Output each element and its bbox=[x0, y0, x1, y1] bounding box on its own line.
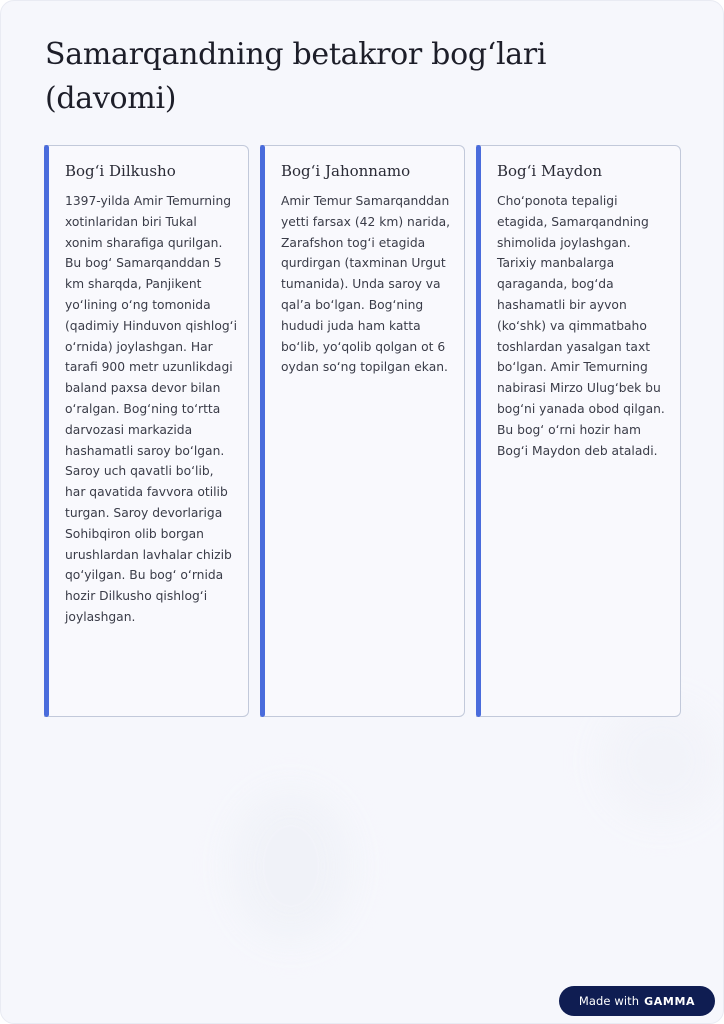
badge-label: Made with bbox=[578, 994, 640, 1008]
card-body: Amir Temur Samarqanddan yetti farsax (42 km) narida, Zarafshon tog‘i etagida qurdirgan (taxminan Urgut tumanida). Unda saroy va qal’a bo‘lgan. Bog‘ning hududi juda ham katta bo‘lib, yo‘qolib qolgan ot 6 oydan so‘ng topilgan ekan. bbox=[281, 194, 451, 375]
page-title: Samarqandning betakror bog‘lari (davomi) bbox=[45, 37, 547, 116]
card-body: Cho‘ponota tepaligi etagida, Samarqandning shimolida joylashgan. Tarixiy manbalarga qaraganda, bog‘da hashamatli bir ayvon (ko‘shk) va qimmatbaho toshlardan yasalgan taxt bo‘lgan. Amir Temurning nabirasi Mirzo Ulug‘bek bu bog‘ni yanada obod qilgan. Bu bog‘ o‘rni hozir ham Bog‘i Maydon deb ataladi. bbox=[497, 194, 665, 458]
card-title: Bog‘i Maydon bbox=[497, 162, 603, 180]
gamma-logo: GAMMA bbox=[644, 994, 696, 1008]
card-accent-bar bbox=[476, 145, 481, 717]
card-bogi-dilkusho bbox=[44, 145, 249, 717]
card-title: Bog‘i Jahonnamo bbox=[281, 162, 411, 180]
card-title: Bog‘i Dilkusho bbox=[65, 162, 176, 180]
card-bogi-maydon bbox=[476, 145, 681, 717]
card-body: 1397-yilda Amir Temurning xotinlaridan biri Tukal xonim sharafiga qurilgan. Bu bog‘ Samarqanddan 5 km sharqda, Panjikent yo‘lining o‘ng tomonida (qadimiy Hinduvon qishlog‘i o‘rnida) joylashgan. Har tarafi 900 metr uzunlikdagi baland paxsa devor bilan o‘ralgan. Bog‘ning to‘rtta darvozasi markazida hashamatli saroy bo‘lgan. Saroy uch qavatli bo‘lib, har qavatida favvora otilib turgan. Saroy devorlariga Sohibqiron olib borgan urushlardan lavhalar chizib qo‘yilgan. Bu bog‘ o‘rnida hozir Dilkusho qishlog‘i joylashgan. bbox=[65, 194, 237, 624]
card-accent-bar bbox=[44, 145, 49, 717]
card-accent-bar bbox=[260, 145, 265, 717]
made-with-gamma-badge[interactable] bbox=[559, 986, 715, 1016]
background-shape bbox=[601, 701, 721, 821]
card-bogi-jahonnamo bbox=[260, 145, 465, 717]
background-shape bbox=[231, 791, 351, 941]
